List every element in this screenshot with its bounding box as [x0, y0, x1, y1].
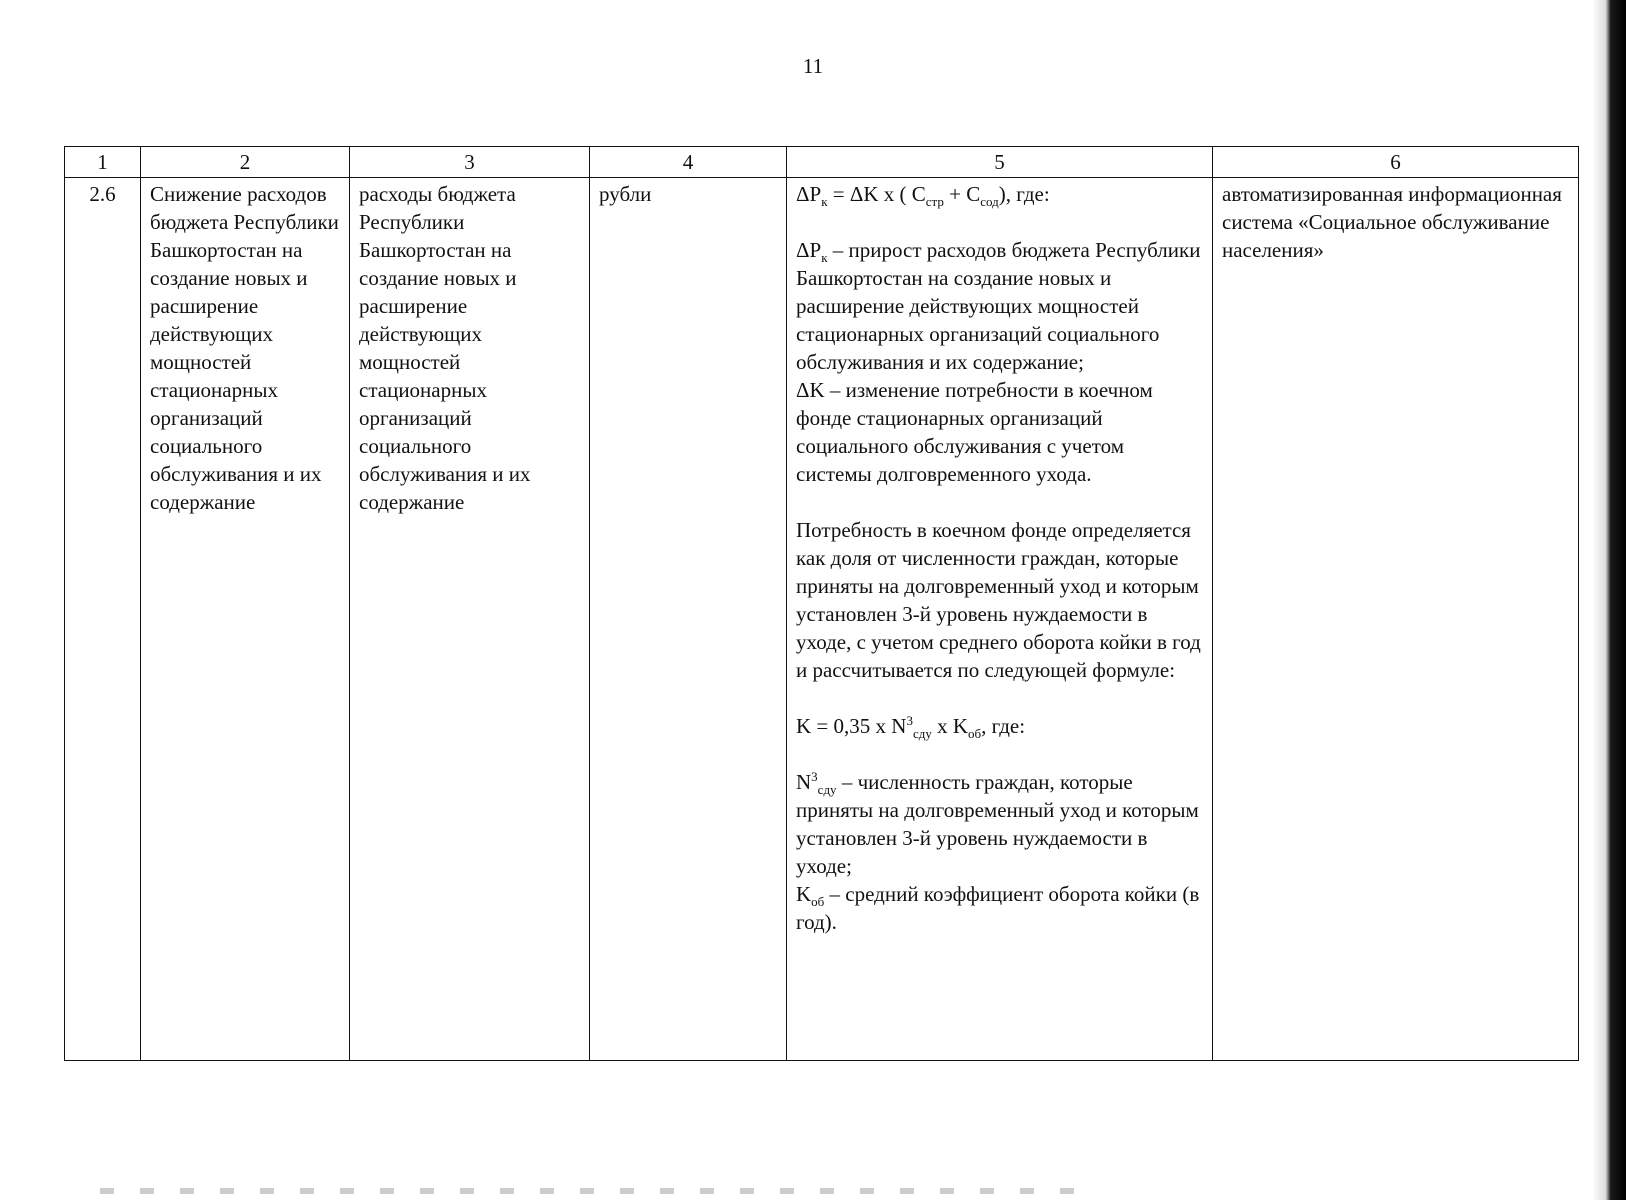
column-header-5: 5 — [787, 147, 1213, 178]
indicator-name-cell: Снижение расходов бюджета Республики Башкортостан на создание новых и расширение действующих мощностей стационарных организаций социального обслуживания и их содержание — [141, 178, 350, 1061]
column-header-6: 6 — [1213, 147, 1579, 178]
scan-bottom-marks — [100, 1188, 1100, 1194]
unit-cell: рубли — [590, 178, 787, 1061]
formula-k: K = 0,35 x $N^3_{сду}$ x $K_{об}$, где: — [796, 713, 1026, 742]
definition-delta-p: $\Delta P_к$ – прирост расходов бюджета Республики Башкортостан на создание новых и расширение действующих мощностей стационарных организаций социального обслуживания и их содержание; — [796, 238, 1201, 374]
column-header-1: 1 — [65, 147, 141, 178]
definition-delta-k: ΔK – изменение потребности в коечном фонде стационарных организаций социального обслуживания с учетом системы долговременного ухода. — [796, 378, 1153, 486]
row-number-cell: 2.6 — [65, 178, 141, 1061]
data-source-cell: автоматизированная информационная система «Социальное обслуживание населения» — [1213, 178, 1579, 1061]
column-header-2: 2 — [141, 147, 350, 178]
formula-main: $\Delta P_к = \Delta K$ x ( $C_{стр} + C_{сод}$), где: — [796, 182, 1050, 210]
page-number: 11 — [802, 54, 824, 78]
scan-edge-shadow — [1592, 0, 1626, 1200]
table-header-row — [65, 147, 1579, 178]
table-row — [65, 178, 1579, 1061]
indicator-definition-cell: расходы бюджета Республики Башкортостан на создание новых и расширение действующих мощностей стационарных организаций социального обслуживания и их содержание — [350, 178, 590, 1061]
definition-n3: $N^3_{сду}$ – численность граждан, которые приняты на долговременный уход и которым установлен 3-й уровень нуждаемости в уходе; — [796, 769, 1199, 878]
definition-kob: $K_{об}$ – средний коэффициент оборота койки (в год). — [796, 882, 1200, 934]
column-header-3: 3 — [350, 147, 590, 178]
bed-fund-need-paragraph: Потребность в коечном фонде определяется как доля от численности граждан, которые приняты на долговременный уход и которым установлен 3-й уровень нуждаемости в уходе, с учетом среднего оборота койки в год и рассчитывается по следующей формуле: — [796, 518, 1201, 682]
column-header-4: 4 — [590, 147, 787, 178]
indicator-table — [64, 146, 1579, 1061]
calculation-method-cell — [787, 178, 1213, 1061]
